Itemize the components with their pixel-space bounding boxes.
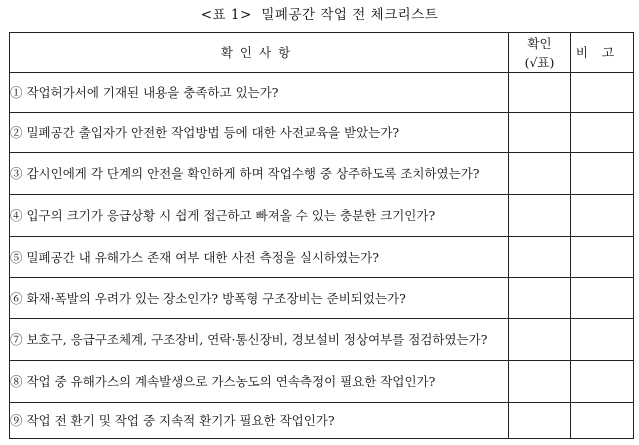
- note-cell[interactable]: [571, 403, 634, 439]
- item-2-text: ② 밀폐공간 출입자가 안전한 작업방법 등에 대한 사전교육을 받았는가?: [10, 125, 400, 140]
- item-5-text: ⑤ 밀폐공간 내 유해가스 존재 여부 대한 사전 측정을 실시하였는가?: [10, 249, 379, 265]
- header-item: 확인사항: [10, 33, 509, 73]
- item-4-text: ④ 입구의 크기가 응급상황 시 쉽게 접근하고 빠져올 수 있는 충분한 크기인가?: [10, 208, 436, 223]
- item-text: [10, 73, 509, 113]
- check-cell[interactable]: [509, 237, 571, 278]
- checklist-table: [9, 32, 634, 439]
- header-check: [509, 33, 571, 73]
- item-1-text: ① 작업허가서에 기재된 내용을 충족하고 있는가?: [10, 85, 279, 100]
- check-cell[interactable]: [509, 361, 571, 403]
- item-text: [10, 195, 509, 237]
- table-row: [10, 361, 634, 403]
- note-cell[interactable]: [571, 319, 634, 361]
- note-cell[interactable]: [571, 278, 634, 319]
- table-row: [10, 113, 634, 153]
- item-7-text: ⑦ 보호구, 응급구조체계, 구조장비, 연락·통신장비, 경보설비 정상여부를 점검하였는가?: [10, 332, 488, 347]
- item-text: [10, 113, 509, 153]
- check-cell[interactable]: [509, 278, 571, 319]
- item-text: [10, 319, 509, 361]
- check-cell[interactable]: [509, 73, 571, 113]
- item-text: [10, 361, 509, 403]
- item-text: [10, 403, 509, 439]
- table-row: [10, 195, 634, 237]
- note-cell[interactable]: [571, 237, 634, 278]
- note-cell[interactable]: [571, 73, 634, 113]
- note-cell[interactable]: [571, 195, 634, 237]
- header-note: 비고: [571, 33, 634, 73]
- check-cell[interactable]: [509, 403, 571, 439]
- table-caption: <표 1> 밀폐공간 작업 전 체크리스트: [200, 7, 439, 23]
- check-cell[interactable]: [509, 153, 571, 195]
- item-6-text: ⑥ 화재·폭발의 우려가 있는 장소인가? 방폭형 구조장비는 준비되었는가?: [10, 290, 406, 306]
- check-cell[interactable]: [509, 113, 571, 153]
- check-cell[interactable]: [509, 195, 571, 237]
- header-check-line2: (√표): [524, 54, 555, 70]
- item-text: [10, 153, 509, 195]
- header-check-line1: 확인: [527, 35, 552, 51]
- table-row: [10, 237, 634, 278]
- note-cell[interactable]: [571, 361, 634, 403]
- item-9-text: ⑨ 작업 전 환기 및 작업 중 지속적 환기가 필요한 작업인가?: [10, 413, 335, 428]
- item-text: [10, 278, 509, 319]
- table-row: [10, 319, 634, 361]
- item-3-text: ③ 감시인에게 각 단계의 안전을 확인하게 하며 작업수행 중 상주하도록 조치하였는가?: [10, 166, 480, 181]
- item-8-text: ⑧ 작업 중 유해가스의 계속발생으로 가스농도의 연속측정이 필요한 작업인가?: [10, 374, 436, 389]
- table-row: [10, 73, 634, 113]
- item-text: [10, 237, 509, 278]
- table-row: [10, 278, 634, 319]
- check-cell[interactable]: [509, 319, 571, 361]
- table-row: [10, 153, 634, 195]
- table-row: [10, 403, 634, 439]
- note-cell[interactable]: [571, 113, 634, 153]
- note-cell[interactable]: [571, 153, 634, 195]
- header-row: [10, 33, 634, 73]
